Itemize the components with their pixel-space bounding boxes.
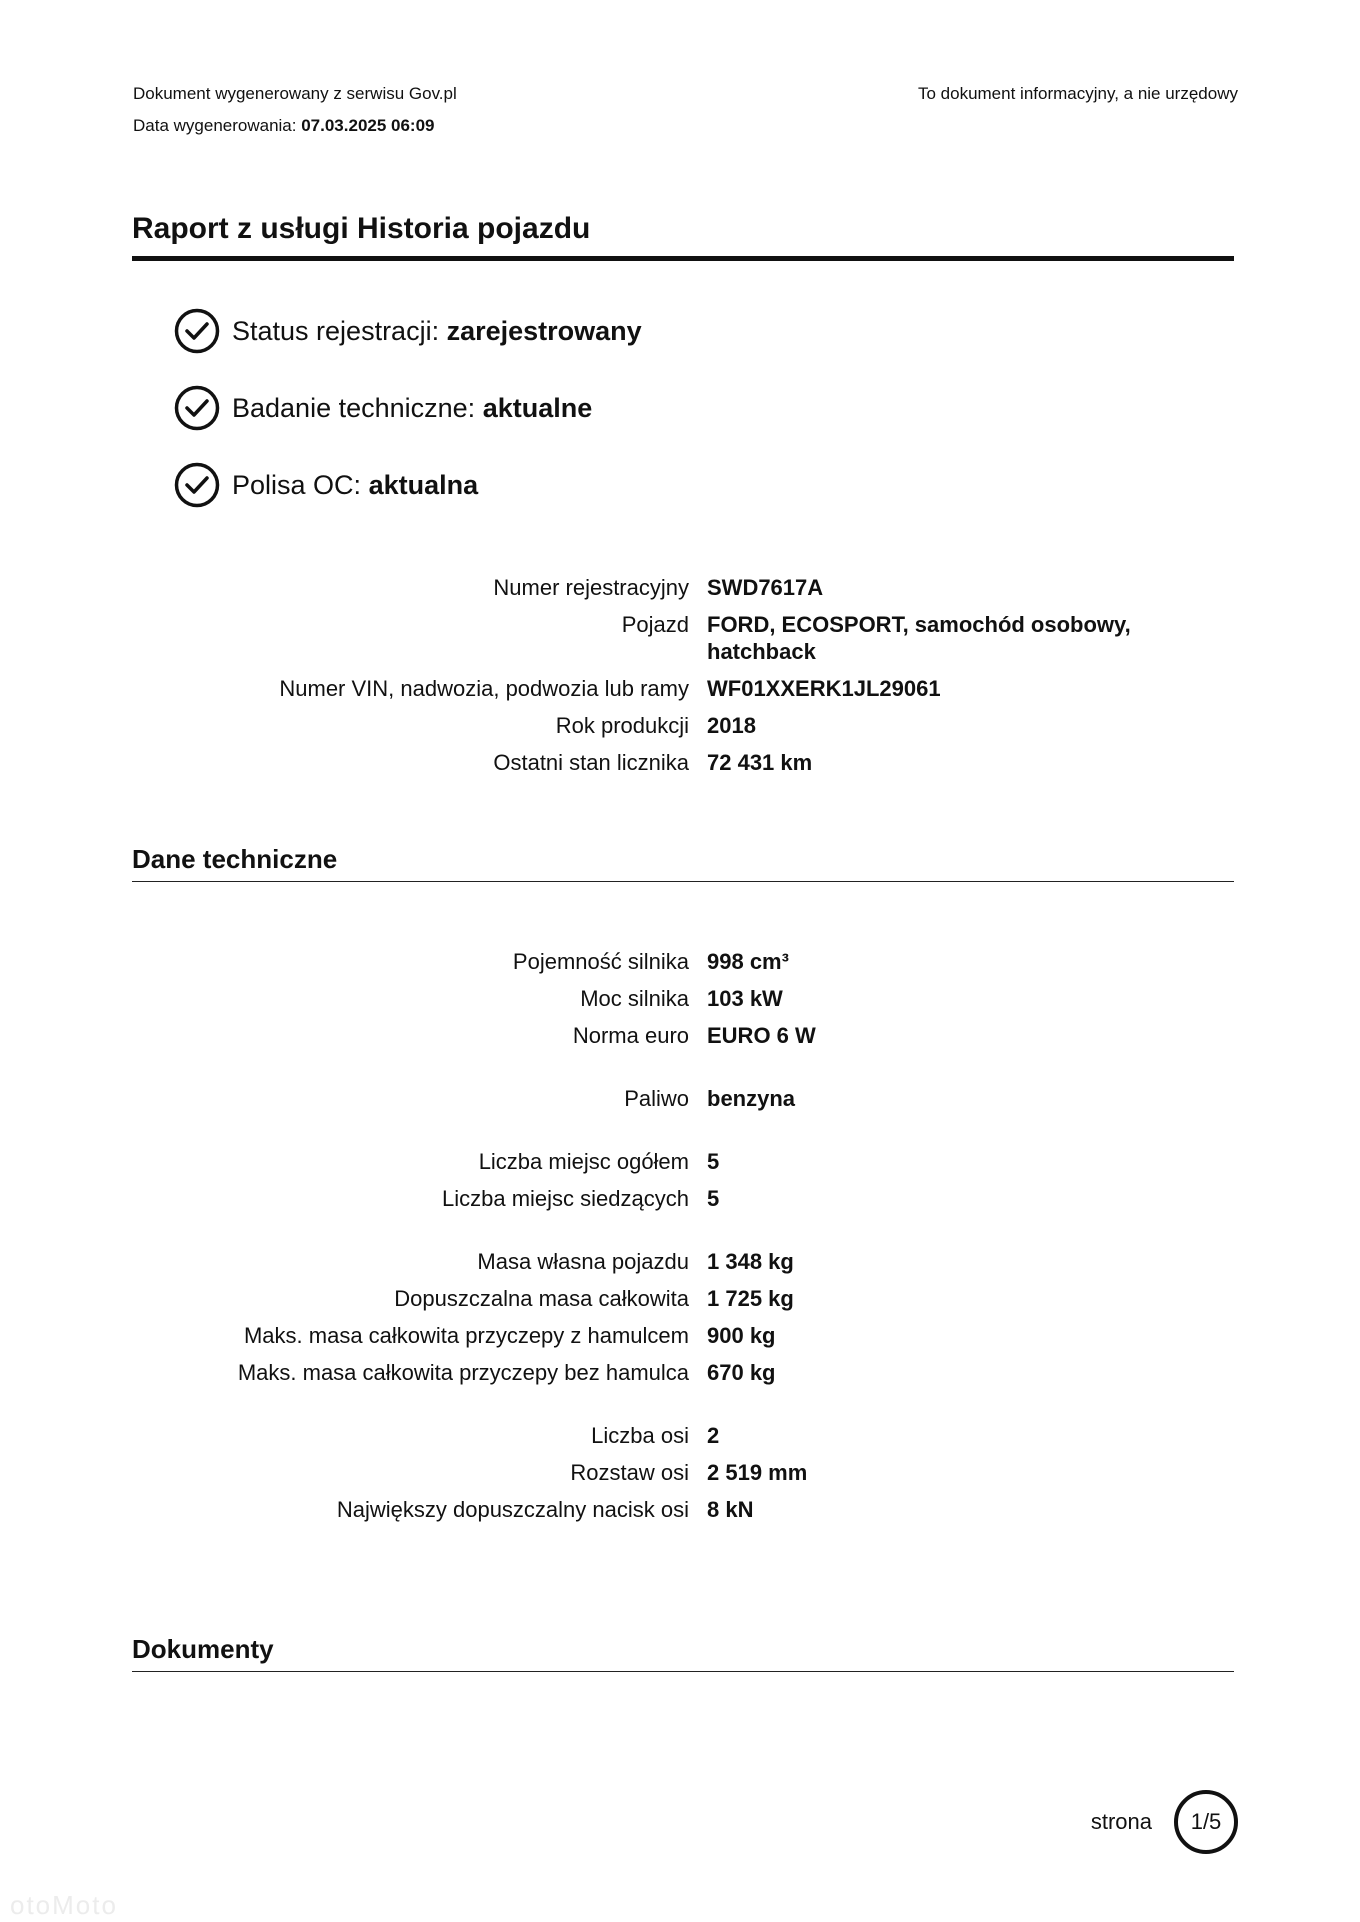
section-title-technical: Dane techniczne [132, 844, 1234, 882]
status-value: zarejestrowany [446, 315, 642, 346]
page-label: strona [1090, 1809, 1152, 1834]
info-row [0, 749, 1360, 776]
status-list [174, 308, 642, 539]
info-row [0, 1085, 1360, 1112]
vehicle-line-2: hatchback [707, 639, 816, 664]
status-label: Polisa OC: [232, 469, 362, 500]
check-circle-icon [174, 385, 220, 431]
info-label: Paliwo [624, 1086, 689, 1111]
info-value: EURO 6 W [707, 1023, 816, 1048]
vehicle-line-1: FORD, ECOSPORT, samochód osobowy, [707, 612, 1131, 637]
info-value: 2018 [707, 713, 756, 738]
section-title-documents: Dokumenty [132, 1634, 1234, 1672]
info-value: 2 [707, 1423, 720, 1448]
info-label: Liczba miejsc siedzących [442, 1186, 689, 1211]
date-label: Data wygenerowania: [133, 116, 297, 135]
info-row [0, 948, 1360, 975]
info-label: Norma euro [572, 1023, 689, 1048]
info-label: Numer rejestracyjny [493, 575, 689, 600]
page-number: 1/5 [1174, 1790, 1238, 1854]
info-value: 8 kN [707, 1497, 754, 1522]
info-row [0, 611, 1360, 665]
source-text: Dokument wygenerowany z serwisu Gov.pl [133, 84, 457, 103]
status-inspection [174, 385, 642, 431]
info-value: SWD7617A [707, 575, 824, 600]
info-value: 2 519 mm [707, 1460, 808, 1485]
info-row [0, 1022, 1360, 1049]
info-row [0, 675, 1360, 702]
info-label: Największy dopuszczalny nacisk osi [336, 1497, 689, 1522]
page-footer [1091, 1790, 1238, 1854]
vehicle-info [0, 574, 1360, 786]
info-value: 72 431 km [707, 750, 813, 775]
info-label: Moc silnika [580, 986, 689, 1011]
info-value: 900 kg [707, 1323, 776, 1348]
info-label: Dopuszczalna masa całkowita [394, 1286, 689, 1311]
info-label: Maks. masa całkowita przyczepy bez hamulca [237, 1360, 689, 1385]
header-left [133, 78, 457, 142]
info-value: benzyna [707, 1086, 796, 1111]
check-circle-icon [174, 308, 220, 354]
info-row [0, 574, 1360, 601]
info-label: Numer VIN, nadwozia, podwozia lub ramy [279, 676, 689, 701]
disclaimer: To dokument informacyjny, a nie urzędowy [917, 84, 1238, 103]
info-value: 103 kW [707, 986, 783, 1011]
info-row [0, 1148, 1360, 1175]
info-value: 1 725 kg [707, 1286, 794, 1311]
info-row [0, 1185, 1360, 1212]
info-value [707, 611, 1137, 665]
generation-date [133, 110, 457, 142]
info-value: 1 348 kg [707, 1249, 794, 1274]
info-row [0, 1322, 1360, 1349]
info-row [0, 1496, 1360, 1523]
info-label: Liczba miejsc ogółem [478, 1149, 689, 1174]
info-row [0, 1359, 1360, 1386]
info-label: Maks. masa całkowita przyczepy z hamulcem [243, 1323, 689, 1348]
info-label: Pojemność silnika [512, 949, 689, 974]
technical-data [0, 948, 1360, 1533]
info-row [0, 1459, 1360, 1486]
status-value: aktualne [482, 392, 593, 423]
info-value: WF01XXERK1JL29061 [707, 676, 941, 701]
info-row [0, 1285, 1360, 1312]
date-value: 07.03.2025 06:09 [301, 116, 435, 135]
status-registration [174, 308, 642, 354]
info-value: 670 kg [707, 1360, 776, 1385]
status-label: Status rejestracji: [232, 315, 440, 346]
report-title: Raport z usługi Historia pojazdu [132, 212, 1234, 261]
info-row [0, 712, 1360, 739]
info-label: Pojazd [621, 612, 689, 637]
info-value: 5 [707, 1149, 720, 1174]
info-label: Liczba osi [591, 1423, 689, 1448]
info-label: Rozstaw osi [570, 1460, 689, 1485]
info-label: Masa własna pojazdu [477, 1249, 689, 1274]
info-row [0, 985, 1360, 1012]
info-value: 5 [707, 1186, 720, 1211]
info-row [0, 1248, 1360, 1275]
watermark: otoMoto [10, 1890, 118, 1920]
status-value: aktualna [368, 469, 479, 500]
info-row [0, 1422, 1360, 1449]
check-circle-icon [174, 462, 220, 508]
info-label: Rok produkcji [555, 713, 689, 738]
info-label: Ostatni stan licznika [493, 750, 689, 775]
status-label: Badanie techniczne: [232, 392, 476, 423]
info-value: 998 cm³ [707, 949, 789, 974]
status-insurance [174, 462, 642, 508]
